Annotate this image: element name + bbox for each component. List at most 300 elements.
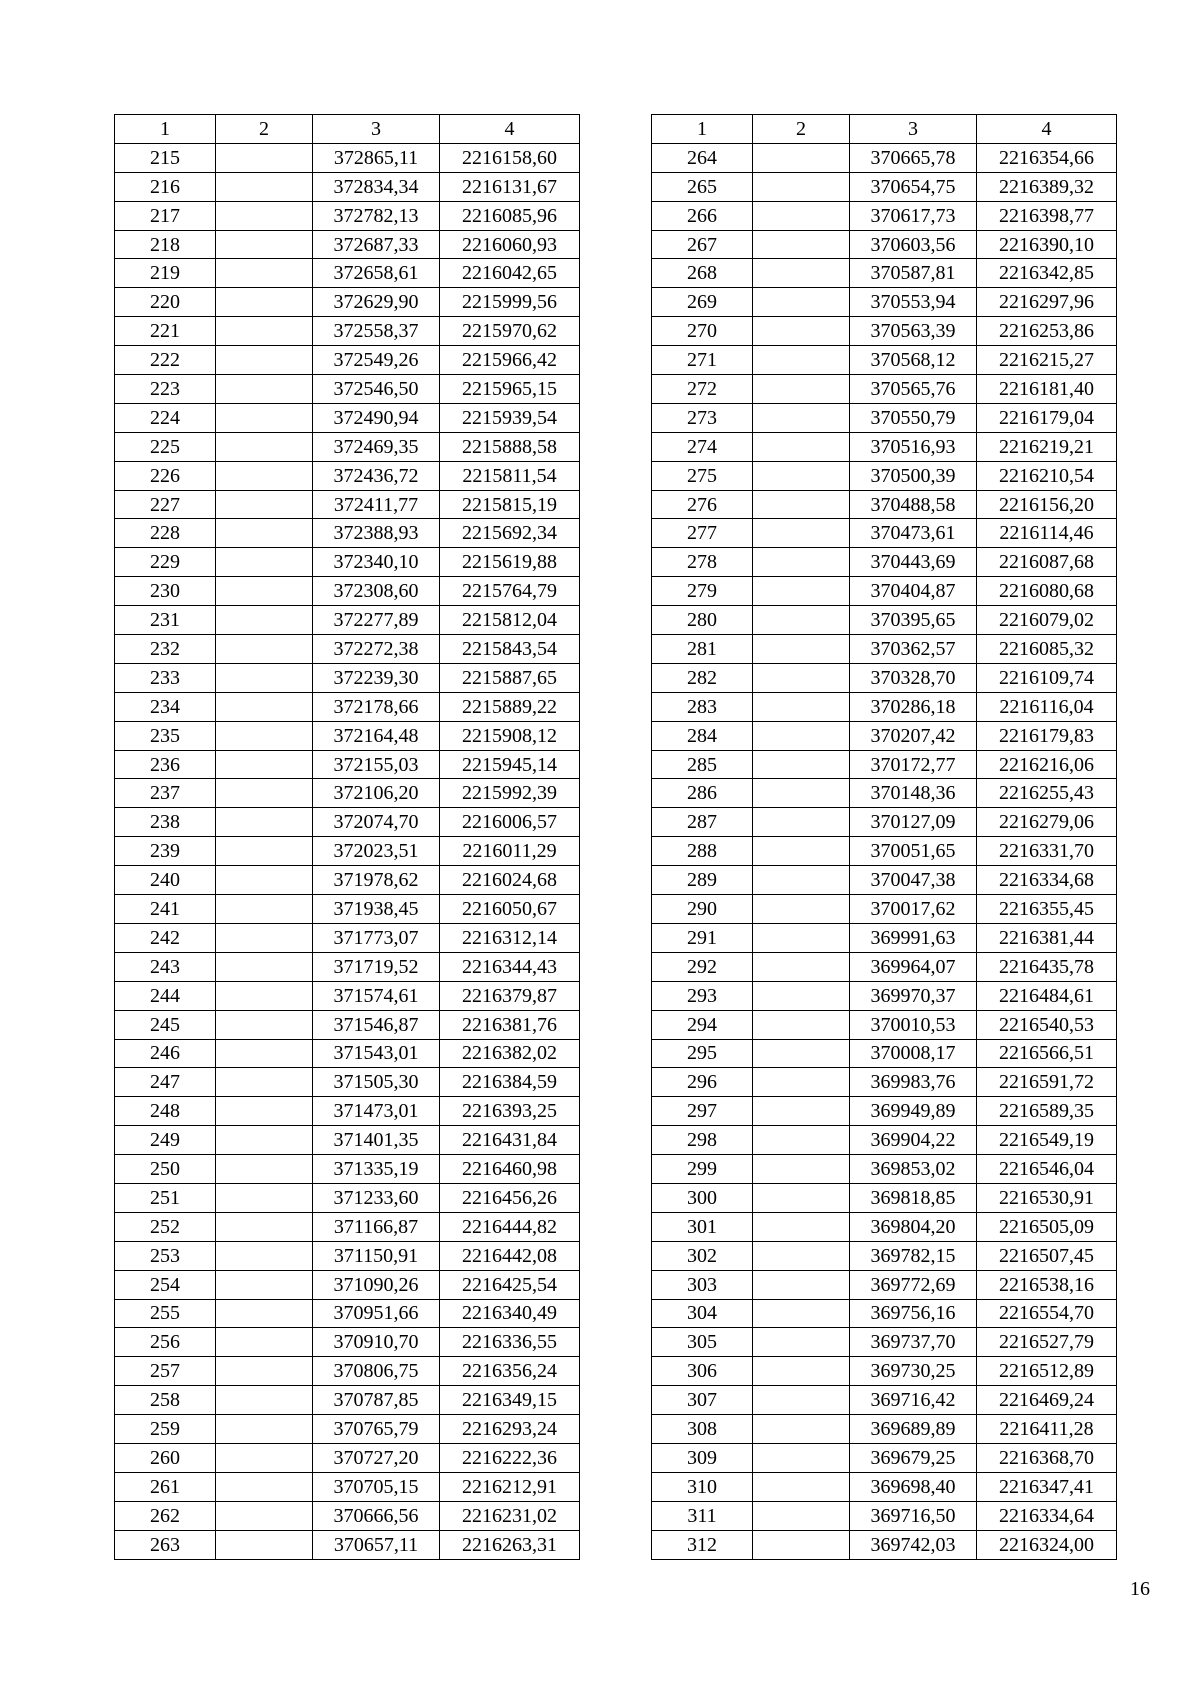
- empty-cell: [753, 721, 850, 750]
- y-coordinate-cell: 2216356,24: [440, 1357, 580, 1386]
- empty-cell: [753, 692, 850, 721]
- y-coordinate-cell: 2216431,84: [440, 1126, 580, 1155]
- table-row: [115, 663, 580, 692]
- point-number-cell: 274: [652, 432, 753, 461]
- point-number-cell: 302: [652, 1241, 753, 1270]
- table-row: [115, 1097, 580, 1126]
- table-row: [652, 721, 1117, 750]
- table-row: [115, 1241, 580, 1270]
- y-coordinate-cell: 2216342,85: [977, 259, 1117, 288]
- x-coordinate-cell: 372164,48: [313, 721, 440, 750]
- x-coordinate-cell: 369804,20: [850, 1212, 977, 1241]
- table-row: [652, 1241, 1117, 1270]
- empty-cell: [216, 201, 313, 230]
- table-row: [115, 952, 580, 981]
- point-number-cell: 280: [652, 606, 753, 635]
- empty-cell: [753, 432, 850, 461]
- y-coordinate-cell: 2216589,35: [977, 1097, 1117, 1126]
- empty-cell: [216, 1472, 313, 1501]
- header-cell-3: 3: [313, 115, 440, 144]
- x-coordinate-cell: 371150,91: [313, 1241, 440, 1270]
- y-coordinate-cell: 2215945,14: [440, 750, 580, 779]
- empty-cell: [216, 490, 313, 519]
- table-row: [652, 1415, 1117, 1444]
- table-row: [652, 375, 1117, 404]
- y-coordinate-cell: 2216080,68: [977, 577, 1117, 606]
- table-row: [652, 750, 1117, 779]
- header-cell-1: 1: [115, 115, 216, 144]
- coordinates-table-left: [114, 114, 580, 1560]
- table-row: [652, 143, 1117, 172]
- empty-cell: [753, 1039, 850, 1068]
- empty-cell: [753, 375, 850, 404]
- table-row: [115, 201, 580, 230]
- empty-cell: [216, 230, 313, 259]
- table-row: [115, 895, 580, 924]
- table-row: [115, 288, 580, 317]
- y-coordinate-cell: 2216085,96: [440, 201, 580, 230]
- point-number-cell: 286: [652, 779, 753, 808]
- empty-cell: [216, 1328, 313, 1357]
- y-coordinate-cell: 2216210,54: [977, 461, 1117, 490]
- empty-cell: [216, 779, 313, 808]
- y-coordinate-cell: 2216334,68: [977, 866, 1117, 895]
- empty-cell: [753, 1010, 850, 1039]
- empty-cell: [753, 230, 850, 259]
- empty-cell: [216, 1039, 313, 1068]
- table-row: [115, 606, 580, 635]
- empty-cell: [216, 1097, 313, 1126]
- x-coordinate-cell: 372558,37: [313, 317, 440, 346]
- table-row: [115, 375, 580, 404]
- table-row: [115, 172, 580, 201]
- x-coordinate-cell: 369679,25: [850, 1443, 977, 1472]
- x-coordinate-cell: 369737,70: [850, 1328, 977, 1357]
- point-number-cell: 299: [652, 1155, 753, 1184]
- x-coordinate-cell: 372436,72: [313, 461, 440, 490]
- y-coordinate-cell: 2215764,79: [440, 577, 580, 606]
- table-row: [115, 981, 580, 1010]
- point-number-cell: 242: [115, 923, 216, 952]
- x-coordinate-cell: 370603,56: [850, 230, 977, 259]
- point-number-cell: 221: [115, 317, 216, 346]
- point-number-cell: 239: [115, 837, 216, 866]
- x-coordinate-cell: 370910,70: [313, 1328, 440, 1357]
- x-coordinate-cell: 370565,76: [850, 375, 977, 404]
- table-row: [652, 201, 1117, 230]
- y-coordinate-cell: 2215811,54: [440, 461, 580, 490]
- point-number-cell: 301: [652, 1212, 753, 1241]
- empty-cell: [216, 1183, 313, 1212]
- y-coordinate-cell: 2216460,98: [440, 1155, 580, 1184]
- point-number-cell: 304: [652, 1299, 753, 1328]
- empty-cell: [216, 548, 313, 577]
- point-number-cell: 259: [115, 1415, 216, 1444]
- x-coordinate-cell: 370587,81: [850, 259, 977, 288]
- x-coordinate-cell: 369782,15: [850, 1241, 977, 1270]
- point-number-cell: 226: [115, 461, 216, 490]
- point-number-cell: 215: [115, 143, 216, 172]
- y-coordinate-cell: 2216181,40: [977, 375, 1117, 404]
- y-coordinate-cell: 2216222,36: [440, 1443, 580, 1472]
- empty-cell: [216, 606, 313, 635]
- point-number-cell: 276: [652, 490, 753, 519]
- empty-cell: [216, 1415, 313, 1444]
- table-row: [115, 750, 580, 779]
- x-coordinate-cell: 371574,61: [313, 981, 440, 1010]
- x-coordinate-cell: 370550,79: [850, 403, 977, 432]
- y-coordinate-cell: 2216398,77: [977, 201, 1117, 230]
- x-coordinate-cell: 371166,87: [313, 1212, 440, 1241]
- table-row: [115, 692, 580, 721]
- empty-cell: [753, 1299, 850, 1328]
- point-number-cell: 253: [115, 1241, 216, 1270]
- empty-cell: [216, 432, 313, 461]
- y-coordinate-cell: 2216158,60: [440, 143, 580, 172]
- table-row: [652, 923, 1117, 952]
- empty-cell: [753, 923, 850, 952]
- x-coordinate-cell: 370148,36: [850, 779, 977, 808]
- x-coordinate-cell: 370328,70: [850, 663, 977, 692]
- empty-cell: [216, 866, 313, 895]
- y-coordinate-cell: 2216368,70: [977, 1443, 1117, 1472]
- point-number-cell: 266: [652, 201, 753, 230]
- y-coordinate-cell: 2216156,20: [977, 490, 1117, 519]
- x-coordinate-cell: 372023,51: [313, 837, 440, 866]
- table-row: [115, 779, 580, 808]
- empty-cell: [753, 1530, 850, 1559]
- table-row: [652, 1155, 1117, 1184]
- table-row: [652, 490, 1117, 519]
- x-coordinate-cell: 371473,01: [313, 1097, 440, 1126]
- empty-cell: [216, 1010, 313, 1039]
- point-number-cell: 240: [115, 866, 216, 895]
- table-row: [115, 230, 580, 259]
- x-coordinate-cell: 372411,77: [313, 490, 440, 519]
- y-coordinate-cell: 2216442,08: [440, 1241, 580, 1270]
- empty-cell: [216, 288, 313, 317]
- x-coordinate-cell: 372388,93: [313, 519, 440, 548]
- y-coordinate-cell: 2216297,96: [977, 288, 1117, 317]
- empty-cell: [216, 663, 313, 692]
- point-number-cell: 250: [115, 1155, 216, 1184]
- point-number-cell: 268: [652, 259, 753, 288]
- empty-cell: [753, 346, 850, 375]
- empty-cell: [753, 663, 850, 692]
- point-number-cell: 254: [115, 1270, 216, 1299]
- y-coordinate-cell: 2216530,91: [977, 1183, 1117, 1212]
- point-number-cell: 237: [115, 779, 216, 808]
- point-number-cell: 243: [115, 952, 216, 981]
- x-coordinate-cell: 370473,61: [850, 519, 977, 548]
- empty-cell: [753, 837, 850, 866]
- x-coordinate-cell: 370172,77: [850, 750, 977, 779]
- y-coordinate-cell: 2216566,51: [977, 1039, 1117, 1068]
- point-number-cell: 303: [652, 1270, 753, 1299]
- y-coordinate-cell: 2216006,57: [440, 808, 580, 837]
- page-number: 16: [1130, 1578, 1150, 1600]
- x-coordinate-cell: 372865,11: [313, 143, 440, 172]
- empty-cell: [216, 721, 313, 750]
- point-number-cell: 217: [115, 201, 216, 230]
- x-coordinate-cell: 372546,50: [313, 375, 440, 404]
- y-coordinate-cell: 2216484,61: [977, 981, 1117, 1010]
- y-coordinate-cell: 2216219,21: [977, 432, 1117, 461]
- table-row: [115, 143, 580, 172]
- x-coordinate-cell: 370806,75: [313, 1357, 440, 1386]
- point-number-cell: 262: [115, 1501, 216, 1530]
- table-row: [652, 1443, 1117, 1472]
- x-coordinate-cell: 371773,07: [313, 923, 440, 952]
- empty-cell: [216, 346, 313, 375]
- x-coordinate-cell: 369818,85: [850, 1183, 977, 1212]
- table-row: [115, 1270, 580, 1299]
- y-coordinate-cell: 2216085,32: [977, 635, 1117, 664]
- empty-cell: [753, 1328, 850, 1357]
- x-coordinate-cell: 371090,26: [313, 1270, 440, 1299]
- table-row: [115, 346, 580, 375]
- y-coordinate-cell: 2216179,04: [977, 403, 1117, 432]
- header-cell-2: 2: [753, 115, 850, 144]
- empty-cell: [753, 1357, 850, 1386]
- x-coordinate-cell: 370017,62: [850, 895, 977, 924]
- y-coordinate-cell: 2216425,54: [440, 1270, 580, 1299]
- point-number-cell: 289: [652, 866, 753, 895]
- y-coordinate-cell: 2216381,44: [977, 923, 1117, 952]
- table-row: [115, 808, 580, 837]
- table-row: [652, 259, 1117, 288]
- x-coordinate-cell: 371401,35: [313, 1126, 440, 1155]
- point-number-cell: 272: [652, 375, 753, 404]
- y-coordinate-cell: 2215692,34: [440, 519, 580, 548]
- point-number-cell: 227: [115, 490, 216, 519]
- x-coordinate-cell: 371546,87: [313, 1010, 440, 1039]
- table-header-row: [652, 115, 1117, 144]
- y-coordinate-cell: 2216393,25: [440, 1097, 580, 1126]
- x-coordinate-cell: 370047,38: [850, 866, 977, 895]
- empty-cell: [753, 606, 850, 635]
- y-coordinate-cell: 2215908,12: [440, 721, 580, 750]
- empty-cell: [216, 1501, 313, 1530]
- point-number-cell: 216: [115, 172, 216, 201]
- table-row: [115, 1501, 580, 1530]
- table-row: [115, 1183, 580, 1212]
- empty-cell: [216, 692, 313, 721]
- x-coordinate-cell: 371938,45: [313, 895, 440, 924]
- table-row: [115, 837, 580, 866]
- empty-cell: [753, 1472, 850, 1501]
- point-number-cell: 270: [652, 317, 753, 346]
- table-row: [115, 1415, 580, 1444]
- empty-cell: [216, 519, 313, 548]
- x-coordinate-cell: 370051,65: [850, 837, 977, 866]
- point-number-cell: 307: [652, 1386, 753, 1415]
- table-row: [652, 1357, 1117, 1386]
- x-coordinate-cell: 372658,61: [313, 259, 440, 288]
- y-coordinate-cell: 2215887,65: [440, 663, 580, 692]
- table-row: [652, 1126, 1117, 1155]
- point-number-cell: 267: [652, 230, 753, 259]
- point-number-cell: 311: [652, 1501, 753, 1530]
- y-coordinate-cell: 2216505,09: [977, 1212, 1117, 1241]
- empty-cell: [753, 403, 850, 432]
- y-coordinate-cell: 2216293,24: [440, 1415, 580, 1444]
- empty-cell: [753, 1183, 850, 1212]
- table-row: [115, 1068, 580, 1097]
- table-row: [115, 1299, 580, 1328]
- y-coordinate-cell: 2216212,91: [440, 1472, 580, 1501]
- point-number-cell: 290: [652, 895, 753, 924]
- x-coordinate-cell: 369730,25: [850, 1357, 977, 1386]
- y-coordinate-cell: 2216131,67: [440, 172, 580, 201]
- y-coordinate-cell: 2216390,10: [977, 230, 1117, 259]
- table-row: [115, 1039, 580, 1068]
- empty-cell: [216, 317, 313, 346]
- x-coordinate-cell: 372239,30: [313, 663, 440, 692]
- point-number-cell: 231: [115, 606, 216, 635]
- table-row: [115, 548, 580, 577]
- x-coordinate-cell: 369772,69: [850, 1270, 977, 1299]
- y-coordinate-cell: 2215815,19: [440, 490, 580, 519]
- x-coordinate-cell: 372277,89: [313, 606, 440, 635]
- point-number-cell: 223: [115, 375, 216, 404]
- point-number-cell: 269: [652, 288, 753, 317]
- empty-cell: [753, 1155, 850, 1184]
- y-coordinate-cell: 2216456,26: [440, 1183, 580, 1212]
- table-row: [115, 432, 580, 461]
- empty-cell: [753, 490, 850, 519]
- point-number-cell: 245: [115, 1010, 216, 1039]
- table-row: [652, 317, 1117, 346]
- x-coordinate-cell: 372469,35: [313, 432, 440, 461]
- y-coordinate-cell: 2215965,15: [440, 375, 580, 404]
- empty-cell: [216, 375, 313, 404]
- point-number-cell: 273: [652, 403, 753, 432]
- y-coordinate-cell: 2216087,68: [977, 548, 1117, 577]
- table-row: [652, 895, 1117, 924]
- empty-cell: [216, 750, 313, 779]
- empty-cell: [753, 1386, 850, 1415]
- table-row: [115, 1212, 580, 1241]
- y-coordinate-cell: 2216340,49: [440, 1299, 580, 1328]
- x-coordinate-cell: 372178,66: [313, 692, 440, 721]
- y-coordinate-cell: 2216116,04: [977, 692, 1117, 721]
- y-coordinate-cell: 2216079,02: [977, 606, 1117, 635]
- y-coordinate-cell: 2215619,88: [440, 548, 580, 577]
- empty-cell: [216, 1530, 313, 1559]
- x-coordinate-cell: 370443,69: [850, 548, 977, 577]
- x-coordinate-cell: 372074,70: [313, 808, 440, 837]
- empty-cell: [753, 577, 850, 606]
- point-number-cell: 219: [115, 259, 216, 288]
- point-number-cell: 305: [652, 1328, 753, 1357]
- y-coordinate-cell: 2216011,29: [440, 837, 580, 866]
- table-row: [652, 866, 1117, 895]
- x-coordinate-cell: 372272,38: [313, 635, 440, 664]
- point-number-cell: 297: [652, 1097, 753, 1126]
- point-number-cell: 292: [652, 952, 753, 981]
- y-coordinate-cell: 2216549,19: [977, 1126, 1117, 1155]
- x-coordinate-cell: 369716,42: [850, 1386, 977, 1415]
- table-row: [652, 1501, 1117, 1530]
- point-number-cell: 263: [115, 1530, 216, 1559]
- x-coordinate-cell: 369949,89: [850, 1097, 977, 1126]
- empty-cell: [753, 1097, 850, 1126]
- empty-cell: [216, 1386, 313, 1415]
- point-number-cell: 229: [115, 548, 216, 577]
- point-number-cell: 232: [115, 635, 216, 664]
- y-coordinate-cell: 2216253,86: [977, 317, 1117, 346]
- y-coordinate-cell: 2216231,02: [440, 1501, 580, 1530]
- table-row: [115, 1155, 580, 1184]
- y-coordinate-cell: 2216279,06: [977, 808, 1117, 837]
- empty-cell: [753, 172, 850, 201]
- point-number-cell: 233: [115, 663, 216, 692]
- point-number-cell: 246: [115, 1039, 216, 1068]
- point-number-cell: 252: [115, 1212, 216, 1241]
- table-header-row: [115, 115, 580, 144]
- y-coordinate-cell: 2216334,64: [977, 1501, 1117, 1530]
- table-row: [652, 1097, 1117, 1126]
- x-coordinate-cell: 369742,03: [850, 1530, 977, 1559]
- point-number-cell: 220: [115, 288, 216, 317]
- y-coordinate-cell: 2216344,43: [440, 952, 580, 981]
- point-number-cell: 288: [652, 837, 753, 866]
- point-number-cell: 261: [115, 1472, 216, 1501]
- table-row: [652, 981, 1117, 1010]
- x-coordinate-cell: 372340,10: [313, 548, 440, 577]
- point-number-cell: 277: [652, 519, 753, 548]
- table-row: [115, 259, 580, 288]
- x-coordinate-cell: 370657,11: [313, 1530, 440, 1559]
- empty-cell: [753, 1126, 850, 1155]
- empty-cell: [216, 635, 313, 664]
- x-coordinate-cell: 371505,30: [313, 1068, 440, 1097]
- table-row: [115, 721, 580, 750]
- y-coordinate-cell: 2216312,14: [440, 923, 580, 952]
- x-coordinate-cell: 370787,85: [313, 1386, 440, 1415]
- table-row: [115, 1530, 580, 1559]
- table-row: [115, 403, 580, 432]
- x-coordinate-cell: 372834,34: [313, 172, 440, 201]
- x-coordinate-cell: 370654,75: [850, 172, 977, 201]
- table-row: [652, 1010, 1117, 1039]
- table-row: [115, 923, 580, 952]
- y-coordinate-cell: 2216050,67: [440, 895, 580, 924]
- x-coordinate-cell: 372549,26: [313, 346, 440, 375]
- x-coordinate-cell: 369689,89: [850, 1415, 977, 1444]
- y-coordinate-cell: 2216042,65: [440, 259, 580, 288]
- x-coordinate-cell: 370727,20: [313, 1443, 440, 1472]
- x-coordinate-cell: 371335,19: [313, 1155, 440, 1184]
- point-number-cell: 258: [115, 1386, 216, 1415]
- y-coordinate-cell: 2216024,68: [440, 866, 580, 895]
- empty-cell: [216, 1126, 313, 1155]
- x-coordinate-cell: 371719,52: [313, 952, 440, 981]
- point-number-cell: 275: [652, 461, 753, 490]
- point-number-cell: 241: [115, 895, 216, 924]
- y-coordinate-cell: 2216216,06: [977, 750, 1117, 779]
- point-number-cell: 298: [652, 1126, 753, 1155]
- point-number-cell: 244: [115, 981, 216, 1010]
- y-coordinate-cell: 2216347,41: [977, 1472, 1117, 1501]
- point-number-cell: 284: [652, 721, 753, 750]
- point-number-cell: 281: [652, 635, 753, 664]
- empty-cell: [753, 1212, 850, 1241]
- empty-cell: [753, 1501, 850, 1530]
- y-coordinate-cell: 2216109,74: [977, 663, 1117, 692]
- table-row: [652, 548, 1117, 577]
